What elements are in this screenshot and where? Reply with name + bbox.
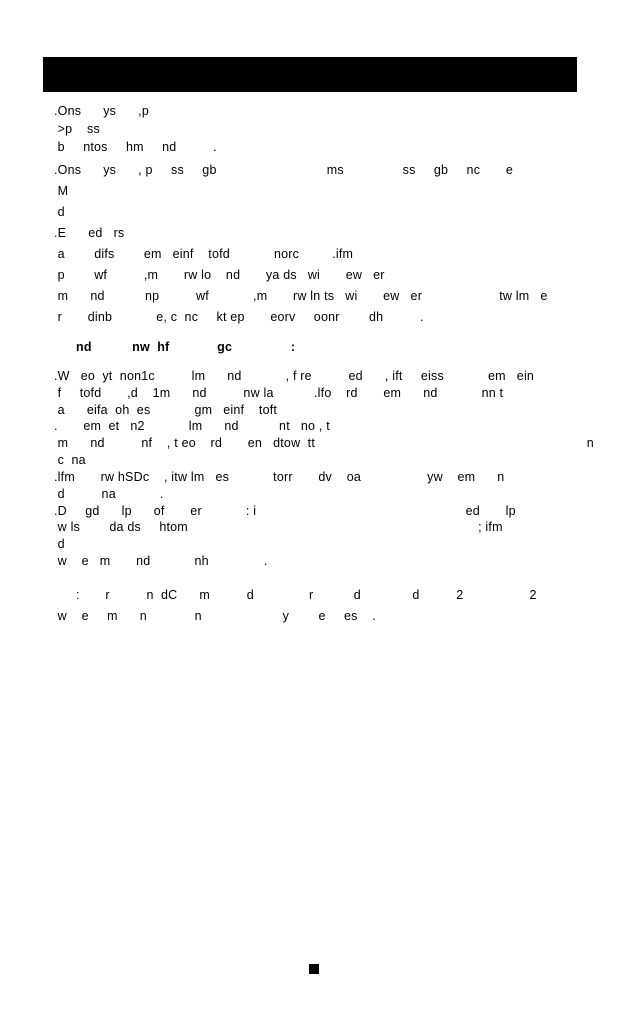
text-line: a eifa oh es gm einf toft (54, 403, 278, 417)
text-line: m nd nf , t eo rd en dtow tt n (54, 436, 594, 450)
text-line: a difs em einf tofd norc .ifm (54, 247, 354, 261)
text-line: w e m nd nh . (54, 554, 268, 568)
section-subheading: nd nw hf gc : (54, 340, 296, 354)
text-line: f tofd ,d 1m nd nw la .lfo rd em nd nn t (54, 386, 504, 400)
text-line: .E ed rs (54, 226, 125, 240)
text-line: .lfm rw hSDc , itw lm es torr dv oa yw em n (54, 470, 505, 484)
text-line: p wf ,m rw lo nd ya ds wi ew er (54, 268, 385, 282)
text-line: .Ons ys ,p (54, 104, 149, 118)
text-line: d (54, 205, 65, 219)
text-line: r dinb e, c nc kt ep eorv oonr dh . (54, 310, 424, 324)
note-line: : r n dC m d r d d 2 2 (54, 588, 537, 602)
text-line: >p ss (54, 122, 100, 136)
page-number-marker (309, 964, 319, 974)
text-line: m nd np wf ,m rw ln ts wi ew er tw lm e (54, 289, 548, 303)
text-line: .D gd lp of er : i ed lp (54, 504, 516, 518)
text-line: .W eo yt non1c lm nd , f re ed , ift eiss em ein (54, 369, 535, 383)
section-header-bar (43, 57, 577, 92)
text-line: . em et n2 lm nd nt no , t (54, 419, 330, 433)
text-line: c na (54, 453, 86, 467)
text-line: M (54, 184, 69, 198)
text-line: .Ons ys , p ss gb ms ss gb nc e (54, 163, 514, 177)
text-line: d na . (54, 487, 164, 501)
text-line: d (54, 537, 65, 551)
note-line: w e m n n y e es . (54, 609, 376, 623)
text-line: w ls da ds htom ; ifm (54, 520, 503, 534)
text-line: b ntos hm nd . (54, 140, 217, 154)
